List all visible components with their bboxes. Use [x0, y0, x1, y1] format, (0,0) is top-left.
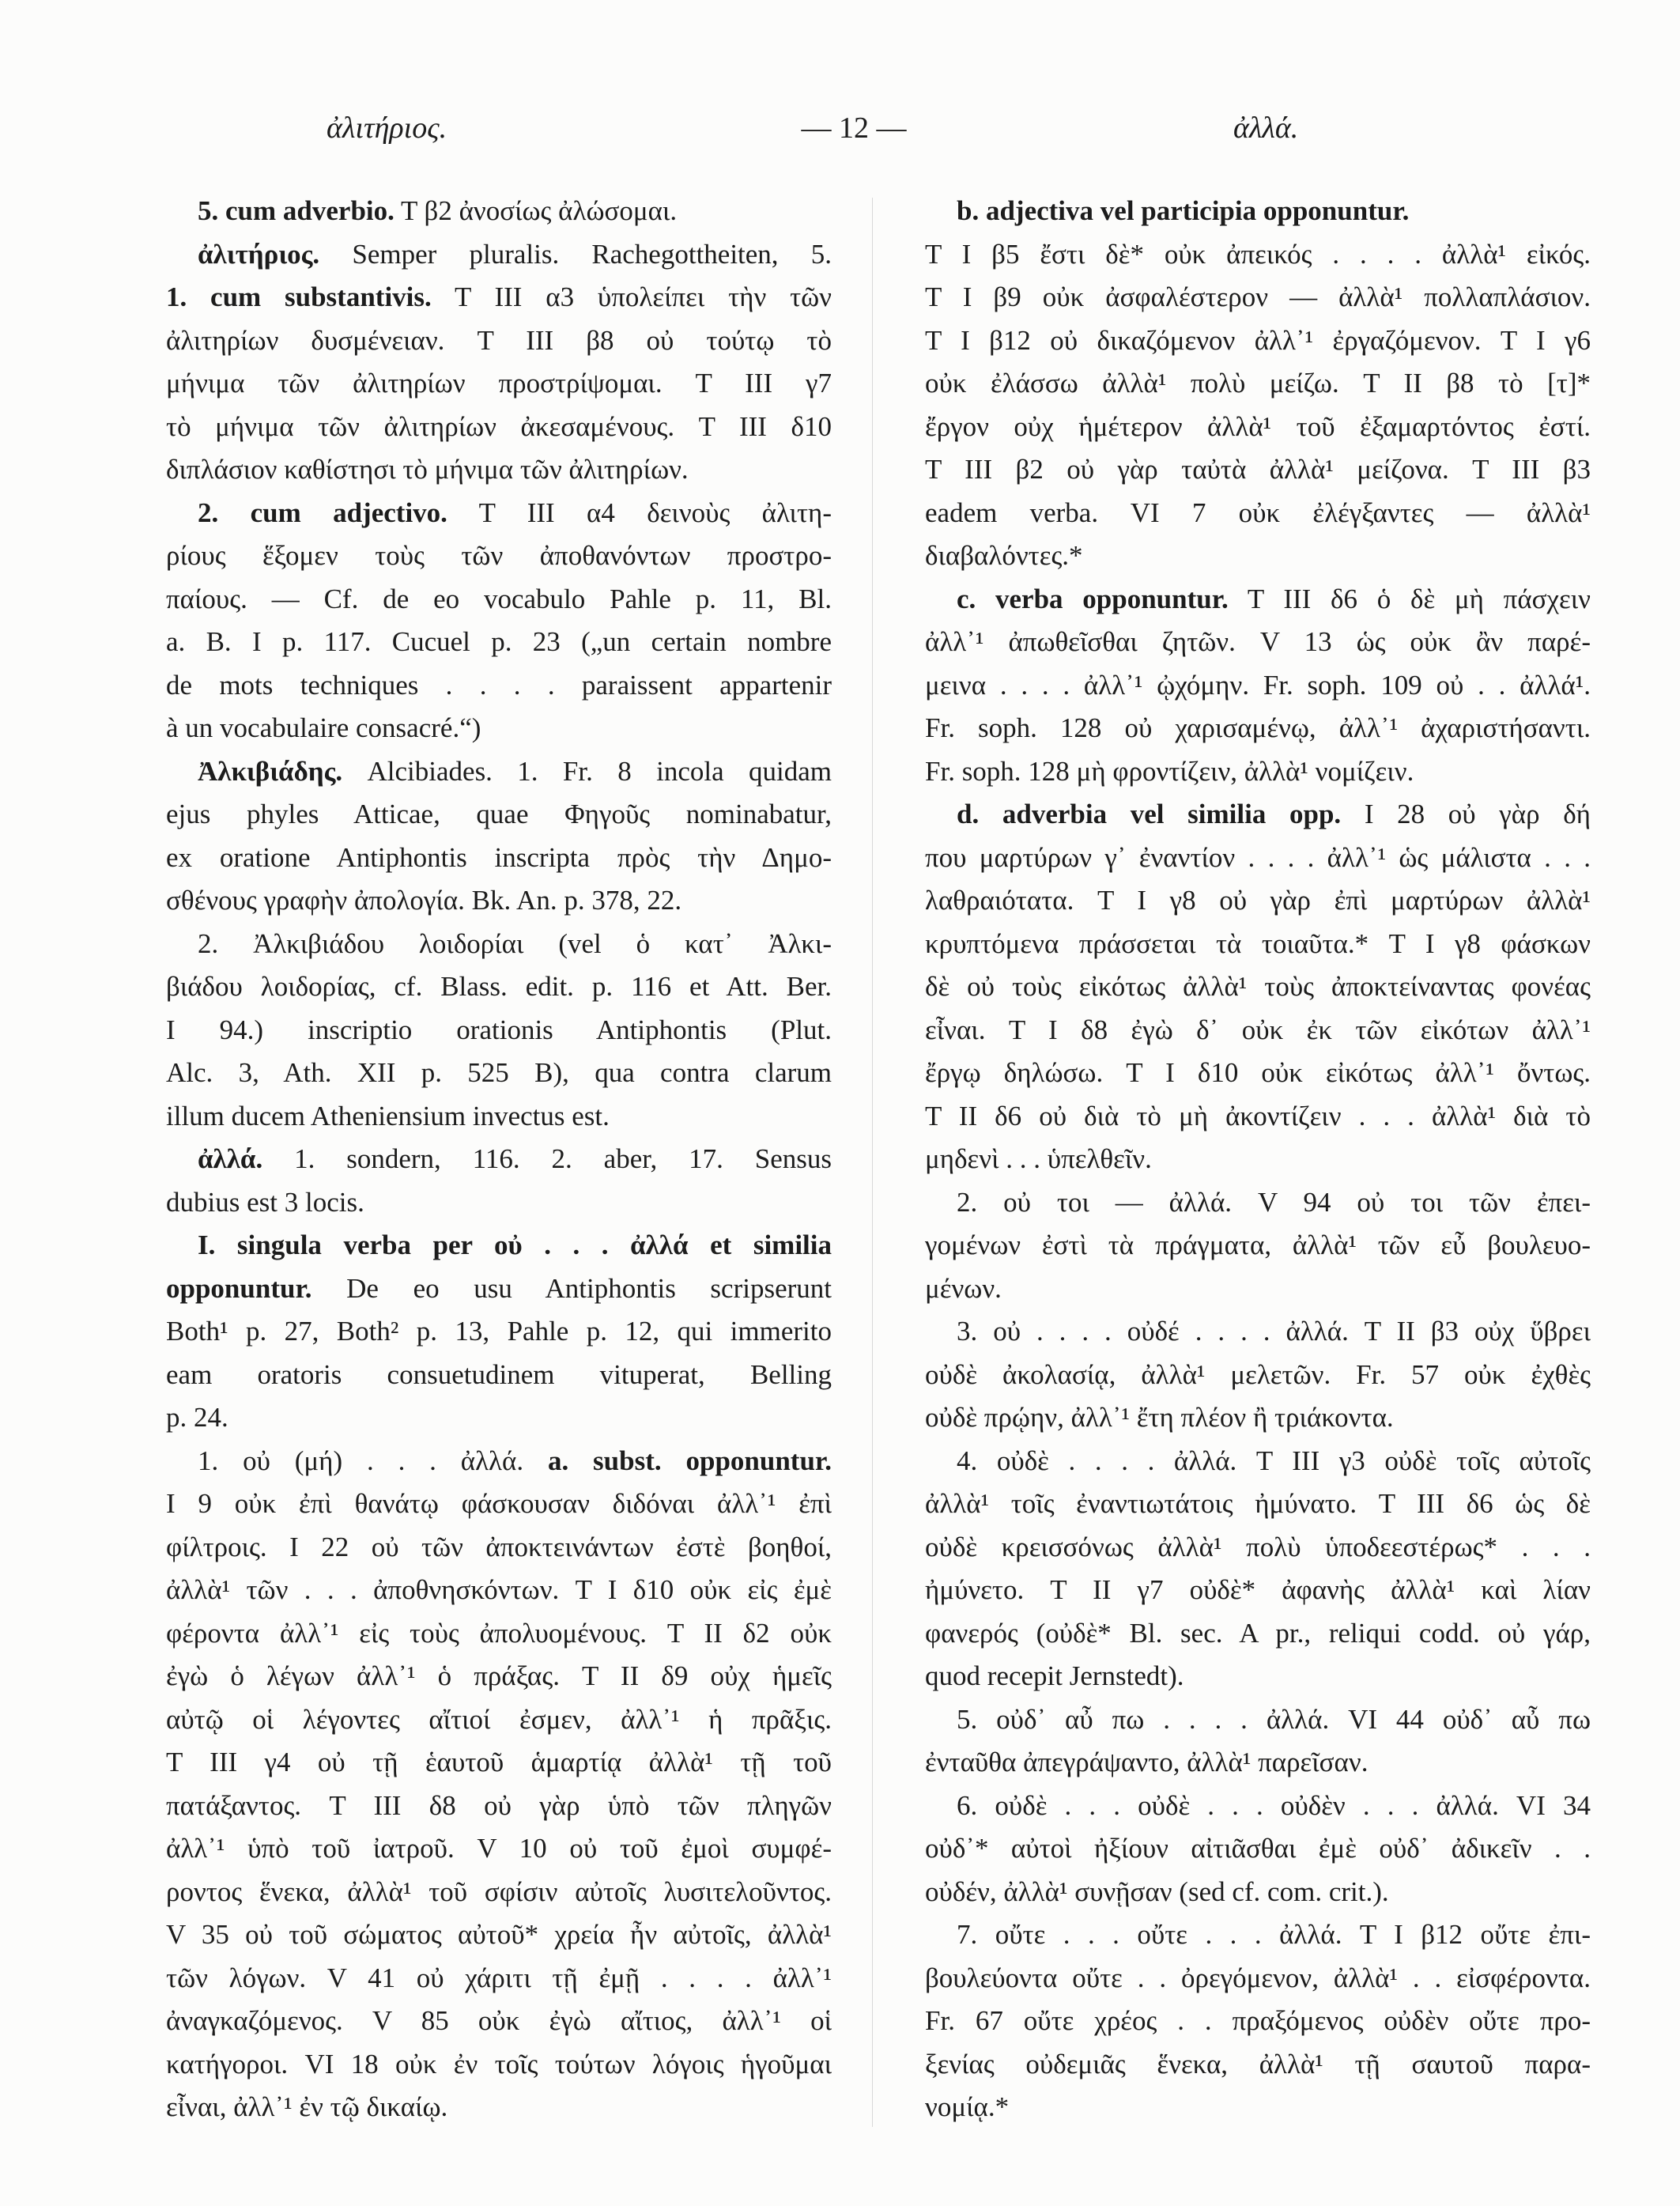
entry-text: αὐτῷ οἱ λέγοντες αἴτιοί ἐσμεν, ἀλλ᾽¹ ἡ πρᾶξις.	[166, 1703, 832, 1735]
entry-text: ἐγὼ ὁ λέγων ἀλλ᾽¹ ὁ πράξας. T II δ9 οὐχ ἡμεῖς	[166, 1660, 832, 1691]
text-line	[166, 793, 832, 837]
text-line	[166, 2043, 832, 2087]
entry-text: Fr. soph. 128 μὴ φροντίζειν, ἀλλὰ¹ νομίζειν.	[925, 755, 1414, 787]
entry-text: ροντος ἕνεκα, ἀλλὰ¹ τοῦ σφίσιν αὐτοῖς λυσιτελοῦντος.	[166, 1875, 832, 1907]
entry-text: διπλάσιον καθίστησι τὸ μήνιμα τῶν ἀλιτηρίων.	[166, 454, 689, 485]
entry-text: τῶν λόγων. V 41 οὐ χάριτι τῇ ἐμῇ . . . . ἀλλ᾽¹	[166, 1962, 832, 1993]
text-line	[166, 1483, 832, 1526]
text-line	[925, 621, 1591, 664]
entry-text: οὐδὲ ἀκολασίᾳ, ἀλλὰ¹ μελετῶν. Fr. 57 οὐκ ἐχθὲς	[925, 1358, 1591, 1390]
entry-text: οὐδ᾽* αὐτοὶ ἠξίουν αἰτιᾶσθαι ἐμὲ οὐδ᾽ ἀδικεῖν . .	[925, 1833, 1591, 1864]
text-line	[166, 1569, 832, 1612]
text-line	[925, 1009, 1591, 1052]
entry-text: Alc. 3, Ath. XII p. 525 B), qua contra clarum	[166, 1057, 832, 1088]
text-line	[925, 879, 1591, 923]
page-number: — 12 —	[801, 111, 907, 145]
entry-text: I 9 οὐκ ἐπὶ θανάτῳ φάσκουσαν διδόναι ἀλλ᾽¹ ἐπὶ	[166, 1488, 832, 1519]
text-line	[166, 1224, 832, 1267]
entry-text: 3. οὐ . . . . οὐδέ . . . . ἀλλά. T II β3 οὐχ ὕβρει	[957, 1316, 1591, 1347]
entry-text: μεινα . . . . ἀλλ᾽¹ ᾠχόμην. Fr. soph. 109 οὐ . . ἀλλά¹.	[925, 669, 1591, 701]
text-line	[925, 707, 1591, 750]
text-line	[925, 276, 1591, 319]
entry-text: 1. sondern, 116. 2. aber, 17. Sensus	[262, 1143, 832, 1174]
text-line	[925, 1440, 1591, 1483]
text-line	[925, 448, 1591, 492]
text-line	[925, 1526, 1591, 1570]
left-column	[166, 190, 832, 2129]
entry-text: ἔργον οὐχ ἡμέτερον ἀλλὰ¹ τοῦ ἐξαμαρτόντος ἐστί.	[925, 410, 1591, 442]
entry-text: 5. οὐδ᾽ αὖ πω . . . . ἀλλά. VI 44 οὐδ᾽ αὖ πω	[957, 1703, 1591, 1735]
entry-text: I 28 οὐ γὰρ δή	[1341, 799, 1591, 829]
text-line	[166, 362, 832, 406]
entry-text: παίους. — Cf. de eo vocabulo Pahle p. 11, Bl.	[166, 583, 832, 614]
entry-heading: b. adjectiva vel participia opponuntur.	[957, 195, 1410, 226]
entry-text: κατήγοροι. VI 18 οὐκ ἐν τοῖς τούτων λόγοις ἡγοῦμαι	[166, 2048, 832, 2079]
text-line	[925, 319, 1591, 363]
entry-text: p. 24.	[166, 1402, 228, 1433]
text-line	[166, 1009, 832, 1052]
text-line	[166, 1396, 832, 1440]
text-line	[925, 664, 1591, 708]
entry-text: De eo usu Antiphontis scripserunt	[311, 1272, 832, 1304]
text-line	[925, 1612, 1591, 1656]
text-line	[166, 190, 832, 233]
entry-text: δὲ οὐ τοὺς εἰκότως ἀλλὰ¹ τοὺς ἀποκτείναντας φονέας	[925, 971, 1591, 1002]
text-line	[166, 448, 832, 492]
text-line	[925, 1396, 1591, 1440]
text-line	[166, 1957, 832, 2000]
entry-heading: c. verba opponuntur.	[957, 583, 1229, 614]
text-line	[166, 1440, 832, 1483]
text-line	[166, 492, 832, 535]
entry-text: ἀναγκαζόμενος. V 85 οὐκ ἐγὼ αἴτιος, ἀλλ᾽¹ οἱ	[166, 2005, 832, 2036]
text-line	[166, 1655, 832, 1698]
entry-text: T III α4 δεινοὺς ἀλιτη-	[447, 497, 832, 528]
entry-text: ejus phyles Atticae, quae Φηγοῦς nominabatur,	[166, 799, 832, 829]
text-line	[166, 750, 832, 794]
entry-text: οὐδέν, ἀλλὰ¹ συνῇσαν (sed cf. com. crit.).	[925, 1875, 1389, 1907]
entry-text: εἶναι. T I δ8 ἐγὼ δ᾽ οὐκ ἐκ τῶν εἰκότων ἀλλ᾽¹	[925, 1014, 1591, 1045]
entry-text: πατάξαντος. T III δ8 οὐ γὰρ ὑπὸ τῶν πληγῶν	[166, 1789, 832, 1821]
text-line	[166, 879, 832, 923]
text-line	[925, 965, 1591, 1009]
entry-text: σθένους γραφὴν ἀπολογία. Bk. An. p. 378, 22.	[166, 885, 682, 916]
text-line	[925, 406, 1591, 449]
entry-text: 2. οὐ τοι — ἀλλά. V 94 οὐ τοι τῶν ἐπει-	[957, 1186, 1591, 1218]
text-line	[925, 1181, 1591, 1225]
text-line	[166, 535, 832, 578]
text-line	[166, 707, 832, 750]
text-line	[166, 965, 832, 1009]
text-line	[166, 1138, 832, 1181]
entry-text: Alcibiades. 1. Fr. 8 incola quidam	[342, 755, 832, 787]
text-line	[925, 1354, 1591, 1397]
entry-text: ξενίας οὐδεμιᾶς ἕνεκα, ἀλλὰ¹ τῇ σαυτοῦ παρα-	[925, 2048, 1591, 2079]
text-line	[925, 578, 1591, 621]
entry-text: illum ducem Atheniensium invectus est.	[166, 1100, 610, 1131]
entry-text: dubius est 3 locis.	[166, 1186, 364, 1218]
text-line	[166, 1310, 832, 1354]
text-line	[166, 1052, 832, 1095]
text-line	[166, 233, 832, 277]
text-line	[925, 1871, 1591, 1914]
text-line	[166, 664, 832, 708]
text-line	[925, 923, 1591, 966]
entry-heading: ἀλιτήριος.	[198, 238, 320, 270]
text-line	[925, 1483, 1591, 1526]
text-line	[925, 2086, 1591, 2129]
entry-text: ἀλιτηρίων δυσμένειαν. T III β8 οὐ τούτῳ τὸ	[166, 324, 832, 356]
entry-text: μήνιμα τῶν ἀλιτηρίων προστρίψομαι. T III γ7	[166, 368, 832, 399]
entry-text: εἶναι, ἀλλ᾽¹ ἐν τῷ δικαίῳ.	[166, 2091, 448, 2122]
text-line	[166, 1827, 832, 1871]
entry-heading: Ἀλκιβιάδης.	[198, 755, 343, 787]
entry-heading: opponuntur.	[166, 1272, 312, 1304]
entry-text: T I β9 οὐκ ἀσφαλέστερον — ἀλλὰ¹ πολλαπλάσιον.	[925, 281, 1591, 312]
column-divider	[872, 198, 873, 2127]
text-line	[925, 1827, 1591, 1871]
entry-text: 4. οὐδὲ . . . . ἀλλά. T III γ3 οὐδὲ τοῖς αὐτοῖς	[957, 1445, 1591, 1476]
entry-text: ἔργῳ δηλώσω. T I δ10 οὐκ εἰκότως ἀλλ᾽¹ ὄντως.	[925, 1057, 1591, 1088]
text-line	[166, 1741, 832, 1785]
entry-text: T II δ6 οὐ διὰ τὸ μὴ ἀκοντίζειν . . . ἀλλὰ¹ διὰ τὸ	[925, 1100, 1591, 1131]
entry-text: οὐδὲ κρεισσόνως ἀλλὰ¹ πολὺ ὑποδεεστέρως* . . .	[925, 1531, 1591, 1562]
entry-text: T III β2 οὐ γὰρ ταὐτὰ ἀλλὰ¹ μείζονα. T III β3	[925, 454, 1591, 485]
entry-text: quod recepit Jernstedt).	[925, 1660, 1184, 1691]
entry-text: ex oratione Antiphontis inscripta πρὸς τὴν Δημο-	[166, 841, 832, 873]
text-line	[925, 1913, 1591, 1957]
text-line	[166, 1526, 832, 1570]
text-line	[925, 492, 1591, 535]
entry-text: T I β12 οὐ δικαζόμενον ἀλλ᾽¹ ἐργαζόμενον. T I γ6	[925, 324, 1591, 356]
text-line	[166, 319, 832, 363]
text-line	[925, 837, 1591, 880]
text-line	[925, 793, 1591, 837]
text-line	[925, 1655, 1591, 1698]
text-line	[166, 2000, 832, 2043]
entry-heading: I. singula verba per οὐ . . . ἀλλά et similia	[198, 1230, 832, 1260]
entry-text: φέροντα ἀλλ᾽¹ εἰς τοὺς ἀπολυομένους. T II δ2 οὐκ	[166, 1617, 832, 1649]
text-line	[166, 621, 832, 664]
text-line	[925, 1785, 1591, 1828]
entry-text: τὸ μήνιμα τῶν ἀλιτηρίων ἀκεσαμένους. T III δ10	[166, 410, 832, 442]
entry-text: T β2 ἀνοσίως ἀλώσομαι.	[394, 195, 678, 226]
text-line	[166, 1612, 832, 1656]
entry-text: που μαρτύρων γ᾽ ἐναντίον . . . . ἀλλ᾽¹ ὡς μάλιστα . . .	[925, 841, 1591, 873]
text-line	[925, 1138, 1591, 1181]
entry-text: de mots techniques . . . . paraissent appartenir	[166, 669, 832, 701]
entry-text: T I β5 ἔστι δὲ* οὐκ ἀπεικός . . . . ἀλλὰ¹ εἰκός.	[925, 238, 1591, 270]
entry-text: V 35 οὐ τοῦ σώματος αὐτοῦ* χρεία ἦν αὐτοῖς, ἀλλὰ¹	[166, 1919, 832, 1950]
entry-text: νομίᾳ.*	[925, 2091, 1010, 2122]
text-line	[166, 1095, 832, 1139]
text-line	[925, 190, 1591, 233]
entry-heading: 5. cum adverbio.	[198, 195, 395, 226]
text-line	[166, 837, 832, 880]
entry-text: ἐνταῦθα ἀπεγράψαντο, ἀλλὰ¹ παρεῖσαν.	[925, 1747, 1369, 1777]
text-line	[925, 1698, 1591, 1742]
entry-text: T III δ6 ὁ δὲ μὴ πάσχειν	[1228, 583, 1591, 614]
entry-heading: 2. cum adjectivo.	[198, 497, 447, 528]
running-head-right: ἀλλά.	[1233, 111, 1299, 145]
text-line	[166, 1698, 832, 1742]
entry-text: κρυπτόμενα πράσσεται τὰ τοιαῦτα.* T I γ8 φάσκων	[925, 927, 1591, 959]
entry-text: ἀλλὰ¹ τῶν . . . ἀποθνησκόντων. T I δ10 οὐκ εἰς ἐμὲ	[166, 1574, 832, 1605]
entry-text: eam oratoris consuetudinem vituperat, Belling	[166, 1358, 832, 1390]
entry-text: διαβαλόντες.*	[925, 540, 1083, 571]
entry-text: T III α3 ὑπολείπει τὴν τῶν	[431, 281, 832, 312]
text-line	[925, 1052, 1591, 1095]
text-line	[166, 923, 832, 966]
entry-heading: 1. cum substantivis.	[166, 281, 432, 312]
entry-text: I 94.) inscriptio orationis Antiphontis (Plut.	[166, 1014, 832, 1045]
text-line	[925, 535, 1591, 578]
entry-text: ἠμύνετο. T II γ7 οὐδὲ* ἀφανὴς ἀλλὰ¹ καὶ λίαν	[925, 1574, 1591, 1605]
entry-text: eadem verba. VI 7 οὐκ ἐλέγξαντες — ἀλλὰ¹	[925, 497, 1591, 528]
text-line	[166, 276, 832, 319]
text-line	[925, 233, 1591, 277]
entry-text: à un vocabulaire consacré.“)	[166, 712, 481, 743]
entry-heading: d. adverbia vel similia opp.	[957, 799, 1342, 829]
entry-text: οὐκ ἐλάσσω ἀλλὰ¹ πολὺ μείζω. T II β8 τὸ [τ]*	[925, 368, 1591, 399]
entry-text: λαθραιότατα. T I γ8 οὐ γὰρ ἐπὶ μαρτύρων ἀλλὰ¹	[925, 885, 1591, 916]
text-line	[166, 1354, 832, 1397]
text-line	[166, 1913, 832, 1957]
entry-text: ρίους ἕξομεν τοὺς τῶν ἀποθανόντων προστρο-	[166, 540, 832, 571]
text-line	[925, 1267, 1591, 1311]
right-column	[925, 190, 1591, 2129]
entry-text: ἀλλ᾽¹ ἀπωθεῖσθαι ζητῶν. V 13 ὡς οὐκ ἂν παρέ-	[925, 626, 1591, 657]
text-line	[925, 1095, 1591, 1139]
entry-text: Semper pluralis. Rachegottheiten, 5.	[319, 238, 832, 270]
text-line	[166, 406, 832, 449]
text-line	[166, 1785, 832, 1828]
entry-text: T III γ4 οὐ τῇ ἑαυτοῦ ἁμαρτίᾳ ἀλλὰ¹ τῇ τοῦ	[166, 1747, 832, 1777]
running-head-left: ἀλιτήριος.	[327, 111, 447, 145]
entry-text: γομένων ἐστὶ τὰ πράγματα, ἀλλὰ¹ τῶν εὖ βουλευο-	[925, 1230, 1591, 1260]
text-line	[925, 2000, 1591, 2043]
entry-text: Fr. 67 οὔτε χρέος . . πραξόμενος οὐδὲν οὔτε προ-	[925, 2005, 1591, 2036]
entry-text: 7. οὔτε . . . οὔτε . . . ἀλλά. T I β12 οὔτε ἐπι-	[957, 1919, 1591, 1950]
text-line	[925, 1310, 1591, 1354]
entry-text: 2. Ἀλκιβιάδου λοιδορίαι (vel ὁ κατ᾽ Ἀλκι-	[198, 927, 832, 959]
entry-text: a. B. I p. 117. Cucuel p. 23 („un certain nombre	[166, 626, 832, 657]
text-line	[166, 2086, 832, 2129]
entry-text: βιάδου λοιδορίας, cf. Blass. edit. p. 116 et Att. Ber.	[166, 971, 832, 1002]
entry-text: βουλεύοντα οὔτε . . ὀρεγόμενον, ἀλλὰ¹ . . εἰσφέροντα.	[925, 1962, 1591, 1993]
entry-heading: a. subst. opponuntur.	[547, 1445, 832, 1476]
entry-text: φίλτροις. I 22 οὐ τῶν ἀποκτεινάντων ἐστὲ βοηθοί,	[166, 1531, 832, 1562]
text-line	[925, 1569, 1591, 1612]
entry-text: ἀλλὰ¹ τοῖς ἐναντιωτάτοις ἠμύνατο. T III δ6 ὡς δὲ	[925, 1488, 1591, 1519]
entry-heading: ἀλλά.	[198, 1143, 263, 1174]
text-line	[166, 1267, 832, 1311]
text-line	[166, 1871, 832, 1914]
entry-text: μηδενὶ . . . ὑπελθεῖν.	[925, 1143, 1152, 1174]
text-line	[166, 578, 832, 621]
text-line	[925, 1957, 1591, 2000]
entry-text: Both¹ p. 27, Both² p. 13, Pahle p. 12, qui immerito	[166, 1316, 832, 1347]
text-line	[925, 2043, 1591, 2087]
entry-text: Fr. soph. 128 οὐ χαρισαμένῳ, ἀλλ᾽¹ ἀχαριστήσαντι.	[925, 712, 1591, 743]
entry-text: ἀλλ᾽¹ ὑπὸ τοῦ ἰατροῦ. V 10 οὐ τοῦ ἐμοὶ συμφέ-	[166, 1833, 832, 1864]
entry-text: οὐδὲ πρῴην, ἀλλ᾽¹ ἔτη πλέον ἢ τριάκοντα.	[925, 1402, 1394, 1433]
entry-text: μένων.	[925, 1272, 1002, 1304]
text-line	[925, 1224, 1591, 1267]
text-line	[925, 1741, 1591, 1785]
text-line	[925, 362, 1591, 406]
text-line	[166, 1181, 832, 1225]
text-line	[925, 750, 1591, 794]
entry-text: φανερός (οὐδὲ* Bl. sec. A pr., reliqui codd. οὐ γάρ,	[925, 1617, 1591, 1649]
entry-text: 1. οὐ (μή) . . . ἀλλά.	[198, 1445, 548, 1476]
entry-text: 6. οὐδὲ . . . οὐδὲ . . . οὐδὲν . . . ἀλλά. VI 34	[957, 1789, 1591, 1821]
